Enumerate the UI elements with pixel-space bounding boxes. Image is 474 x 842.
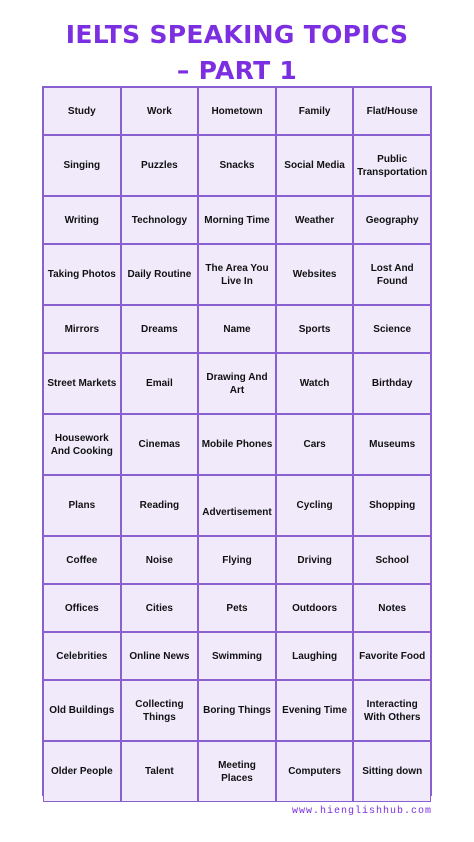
topic-cell: Technology (121, 196, 199, 244)
topic-cell: Reading (121, 475, 199, 536)
topic-cell: Celebrities (43, 632, 121, 680)
topic-cell: Talent (121, 741, 199, 802)
topic-cell: Public Transportation (353, 135, 431, 196)
website-url: www.hienglishhub.com (291, 806, 432, 817)
topic-cell: Offices (43, 584, 121, 632)
topic-cell: Geography (353, 196, 431, 244)
topics-table (42, 86, 432, 796)
topic-cell: Dreams (121, 305, 199, 353)
topic-cell: Interacting With Others (353, 680, 431, 741)
topic-cell: Snacks (198, 135, 276, 196)
topic-cell: Mobile Phones (198, 414, 276, 475)
topic-cell: Collecting Things (121, 680, 199, 741)
topic-cell: Laughing (276, 632, 354, 680)
topic-cell: Flat/House (353, 87, 431, 135)
topic-cell: Websites (276, 244, 354, 305)
topic-cell: Cars (276, 414, 354, 475)
topic-cell: Museums (353, 414, 431, 475)
topic-cell: School (353, 536, 431, 584)
topic-cell: Social Media (276, 135, 354, 196)
topic-cell: Name (198, 305, 276, 353)
topic-cell: Housework And Cooking (43, 414, 121, 475)
topic-cell: Study (43, 87, 121, 135)
topic-cell: Cycling (276, 475, 354, 536)
topic-cell: Plans (43, 475, 121, 536)
topic-cell: Birthday (353, 353, 431, 414)
topic-cell: Daily Routine (121, 244, 199, 305)
topic-cell: Older People (43, 741, 121, 802)
topic-cell: Meeting Places (198, 741, 276, 802)
topic-cell: Writing (43, 196, 121, 244)
topic-cell: Sitting down (353, 741, 431, 802)
page-subtitle: – PART 1 (176, 56, 298, 85)
topic-cell: Puzzles (121, 135, 199, 196)
topic-cell: Computers (276, 741, 354, 802)
topic-cell: Coffee (43, 536, 121, 584)
topic-cell: Favorite Food (353, 632, 431, 680)
topic-cell: Cinemas (121, 414, 199, 475)
topic-cell: Lost And Found (353, 244, 431, 305)
topic-cell: Shopping (353, 475, 431, 536)
topic-cell: Driving (276, 536, 354, 584)
topic-cell: Morning Time (198, 196, 276, 244)
topic-cell: Online News (121, 632, 199, 680)
topic-cell: Drawing And Art (198, 353, 276, 414)
topic-cell: Street Markets (43, 353, 121, 414)
topic-cell: Advertisement (198, 475, 276, 536)
topic-cell: Flying (198, 536, 276, 584)
topic-cell: Watch (276, 353, 354, 414)
topic-cell: Old Buildings (43, 680, 121, 741)
topic-cell: Outdoors (276, 584, 354, 632)
topic-cell: Notes (353, 584, 431, 632)
topic-cell: Evening Time (276, 680, 354, 741)
page-title: IELTS SPEAKING TOPICS (65, 20, 409, 49)
topic-cell: Email (121, 353, 199, 414)
topic-cell: Noise (121, 536, 199, 584)
topic-cell: Mirrors (43, 305, 121, 353)
topic-cell: Family (276, 87, 354, 135)
topic-cell: Taking Photos (43, 244, 121, 305)
topic-cell: Weather (276, 196, 354, 244)
topic-cell: The Area You Live In (198, 244, 276, 305)
topic-cell: Pets (198, 584, 276, 632)
topic-cell: Sports (276, 305, 354, 353)
topic-cell: Boring Things (198, 680, 276, 741)
topic-cell: Science (353, 305, 431, 353)
topic-cell: Hometown (198, 87, 276, 135)
topic-cell: Work (121, 87, 199, 135)
topic-cell: Swimming (198, 632, 276, 680)
topic-cell: Singing (43, 135, 121, 196)
topic-cell: Cities (121, 584, 199, 632)
